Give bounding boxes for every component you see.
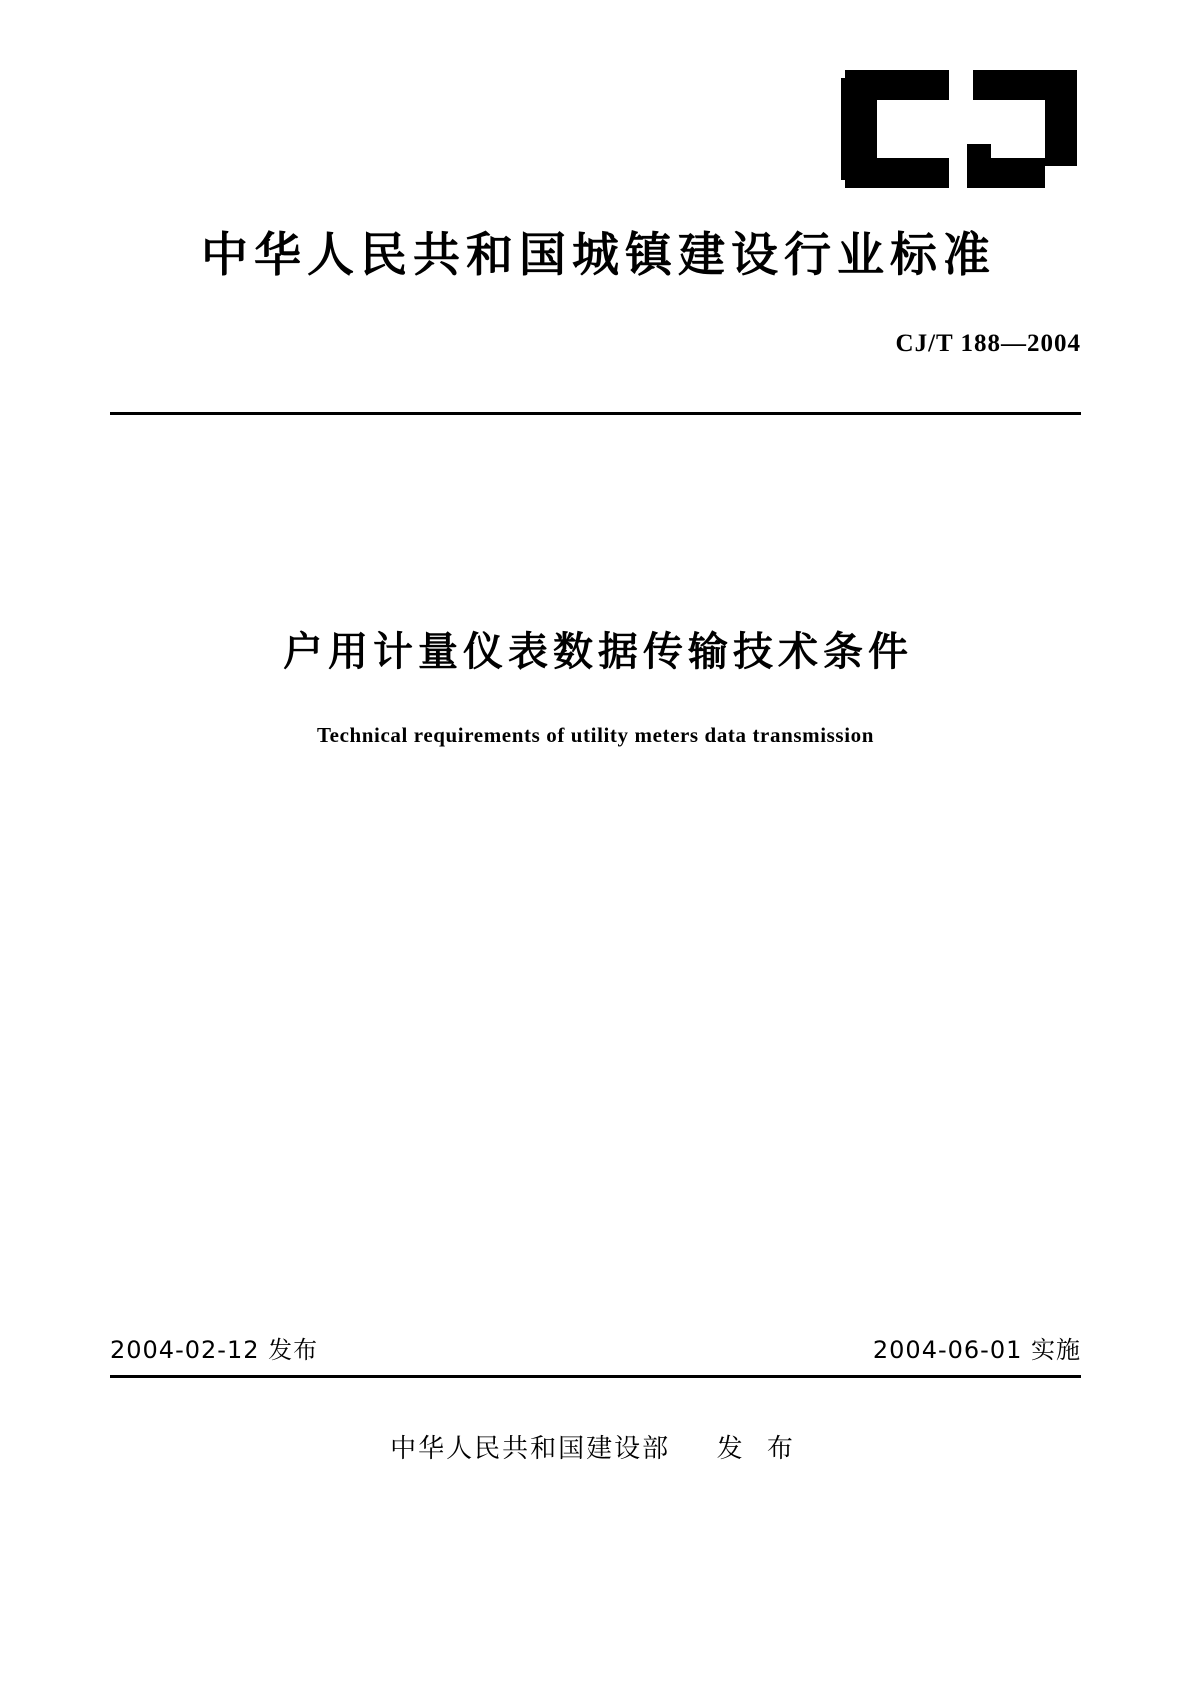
document-title-chinese: 户用计量仪表数据传输技术条件 <box>283 629 913 675</box>
publisher-line <box>0 1428 1191 1465</box>
standard-code: CJ/T 188—2004 <box>895 330 1081 357</box>
issue-date: 2004-02-12 发布 <box>110 1336 319 1364</box>
publisher-name: 中华人民共和国建设部 <box>390 1434 671 1464</box>
publisher-action: 发 布 <box>716 1434 801 1464</box>
document-title-english: Technical requirements of utility meters data transmission <box>316 723 875 747</box>
divider-top <box>110 412 1081 415</box>
cj-logo-icon <box>841 70 1081 188</box>
standard-organization-title: 中华人民共和国城镇建设行业标准 <box>201 228 996 283</box>
divider-bottom <box>110 1375 1081 1378</box>
effective-date: 2004-06-01 实施 <box>872 1336 1081 1364</box>
